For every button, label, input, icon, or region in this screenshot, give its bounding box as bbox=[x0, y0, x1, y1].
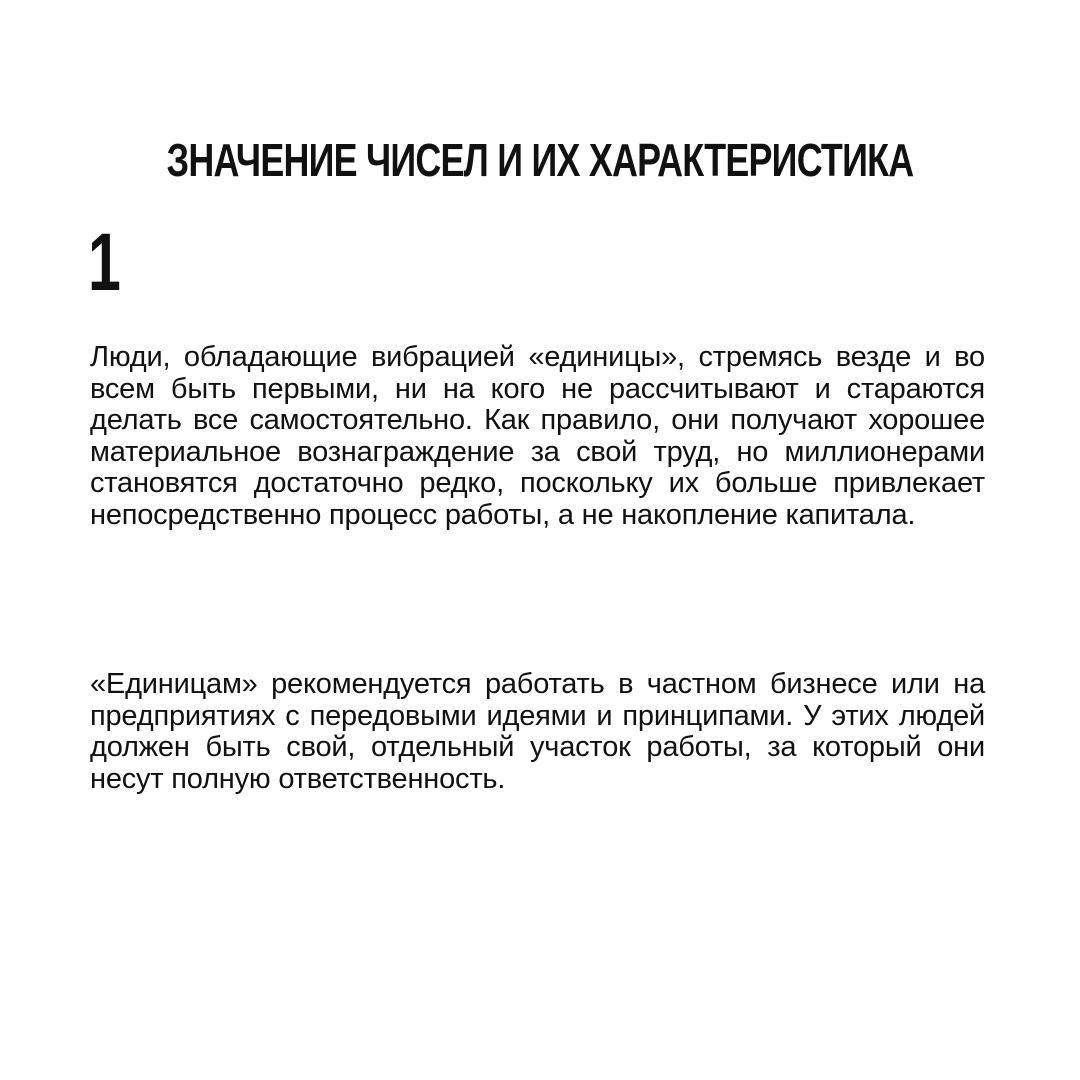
paragraph-2: «Единицам» рекомендуется работать в частном бизнесе или на предприятиях с передовыми идеями и принципами. У этих людей должен быть свой, отдельный участок работы, за который они несут полную ответственность. bbox=[90, 668, 985, 795]
page-title: ЗНАЧЕНИЕ ЧИСЕЛ И ИХ ХАРАКТЕРИСТИКА bbox=[166, 134, 914, 186]
number-heading: 1 bbox=[88, 217, 121, 308]
paragraph-1: Люди, обладающие вибрацией «единицы», стремясь везде и во всем быть первыми, ни на кого не рассчитывают и стараются делать все самостоятельно. Как правило, они получают хорошее материальное вознаграждение за свой труд, но миллионерами становятся достаточно редко, поскольку их больше привлекает непосредственно процесс работы, а не накопление капитала. bbox=[90, 341, 985, 531]
